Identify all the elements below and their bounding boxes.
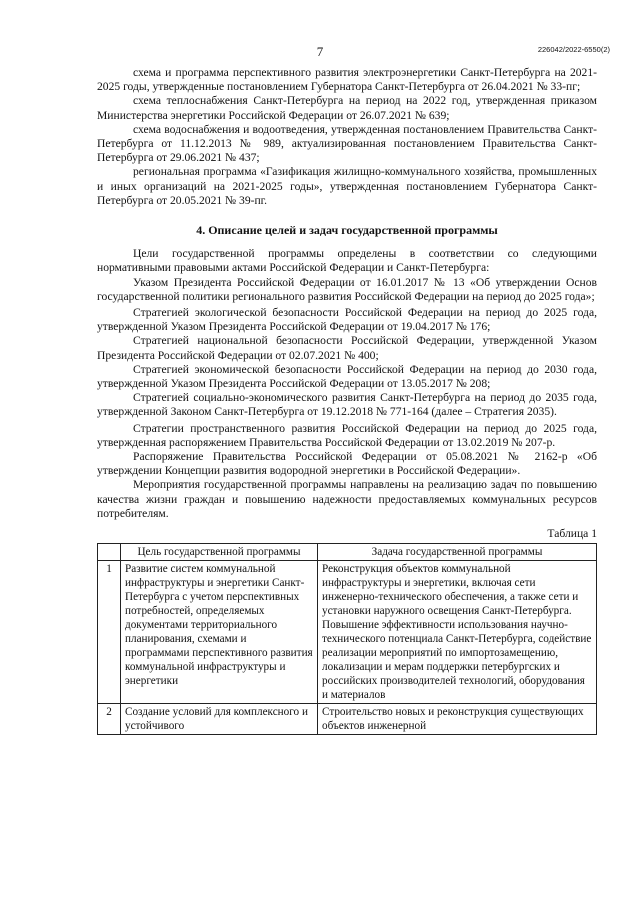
- body-text: [97, 66, 597, 735]
- table-row: [98, 704, 597, 735]
- section-heading: 4. Описание целей и задач государственной программы: [196, 223, 498, 238]
- row-task: [318, 704, 597, 735]
- row-goal: Развитие систем коммунальной инфраструктуры и энергетики Санкт-Петербурга с учетом перспективных потребностей, определяемых документами территориального планирования, схемами и программами перспективного развития коммунальной инфраструктуры и энергетики: [121, 561, 318, 704]
- row-num: 1: [98, 561, 121, 704]
- table-caption: Таблица 1: [547, 527, 597, 541]
- task-line: Строительство новых и реконструкция существующих объектов инженерной: [322, 706, 584, 733]
- row-num: 2: [98, 704, 121, 735]
- header-goal: Цель государственной программы: [121, 544, 318, 561]
- row-task: [318, 561, 597, 704]
- task-line: Реконструкция объектов коммунальной инфраструктуры и энергетики, включая сети инженерно-технического обеспечения, а также сети и установки наружного освещения Санкт-Петербурга.: [322, 563, 579, 618]
- section-paragraph: Мероприятия государственной программы направлены на реализацию задач по повышению качества жизни граждан и повышению надежности предоставляемых коммунальных ресурсов потребителям.: [97, 478, 597, 520]
- intro-paragraph: схема теплоснабжения Санкт-Петербурга на период на 2022 год, утвержденная приказом Министерства энергетики Российской Федерации от 26.07.2021 № 639;: [97, 94, 597, 122]
- table-header-row: [98, 544, 597, 561]
- section-paragraph: Указом Президента Российской Федерации от 16.01.2017 № 13 «Об утверждении Основ государственной политики регионального развития Российской Федерации на период до 2025 года»;: [97, 275, 597, 303]
- header-num: [98, 544, 121, 561]
- intro-paragraph: схема и программа перспективного развития электроэнергетики Санкт-Петербурга на 2021-2025 годы, утвержденные постановлением Губернатора Санкт-Петербурга от 26.04.2021 № 33-пг;: [97, 66, 597, 94]
- table-row: [98, 561, 597, 704]
- row-goal: Создание условий для комплексного и устойчивого: [121, 704, 318, 735]
- section-paragraph: Стратегии пространственного развития Российской Федерации на период до 2025 года, утвержденная распоряжением Правительства Российской Федерации от 13.02.2019 № 207-р.: [97, 421, 597, 449]
- section-paragraph: Цели государственной программы определены в соответствии со следующими нормативными правовыми актами Российской Федерации и Санкт-Петербурга:: [97, 247, 597, 275]
- section-paragraph: Стратегией экономической безопасности Российской Федерации на период до 2030 года, утвержденной Указом Президента Российской Федерации от 13.05.2017 № 208;: [97, 362, 597, 391]
- section-paragraph: Стратегией социально-экономического развития Санкт-Петербурга на период до 2035 года, утвержденной Законом Санкт-Петербурга от 19.12.2018 № 771-164 (далее – Стратегия 2035).: [97, 391, 597, 419]
- section-paragraph: Распоряжение Правительства Российской Федерации от 05.08.2021 № 2162-р «Об утверждении Концепции развития водородной энергетики в Российской Федерации».: [97, 450, 597, 478]
- section-paragraph: Стратегией экологической безопасности Российской Федерации на период до 2025 года, утвержденной Указом Президента Российской Федерации от 19.04.2017 № 176;: [97, 306, 597, 334]
- goals-table: [97, 543, 597, 735]
- document-code: 226042/2022-6550(2): [537, 45, 610, 54]
- page-number: 7: [316, 44, 324, 59]
- intro-paragraph: схема водоснабжения и водоотведения, утвержденная постановлением Правительства Санкт-Петербурга от 11.12.2013 № 989, актуализированная постановлением Правительства Санкт-Петербурга от 29.06.2021 № 437;: [97, 122, 597, 165]
- section-paragraph: Стратегией национальной безопасности Российской Федерации, утвержденной Указом Президента Российской Федерации от 02.07.2021 № 400;: [97, 334, 597, 362]
- intro-paragraph: региональная программа «Газификация жилищно-коммунального хозяйства, промышленных и иных организаций на 2021-2025 годы», утвержденная постановлением Губернатора Санкт-Петербурга от 20.05.2021 № 39-пг.: [97, 165, 597, 207]
- task-line: Повышение эффективности использования научно-технического потенциала Санкт-Петербурга, содействие реализации мероприятий по импортозамещению, локализации и мерам поддержки петербургских и российских производителей технологий, оборудования и материалов: [322, 619, 592, 702]
- header-task: Задача государственной программы: [318, 544, 597, 561]
